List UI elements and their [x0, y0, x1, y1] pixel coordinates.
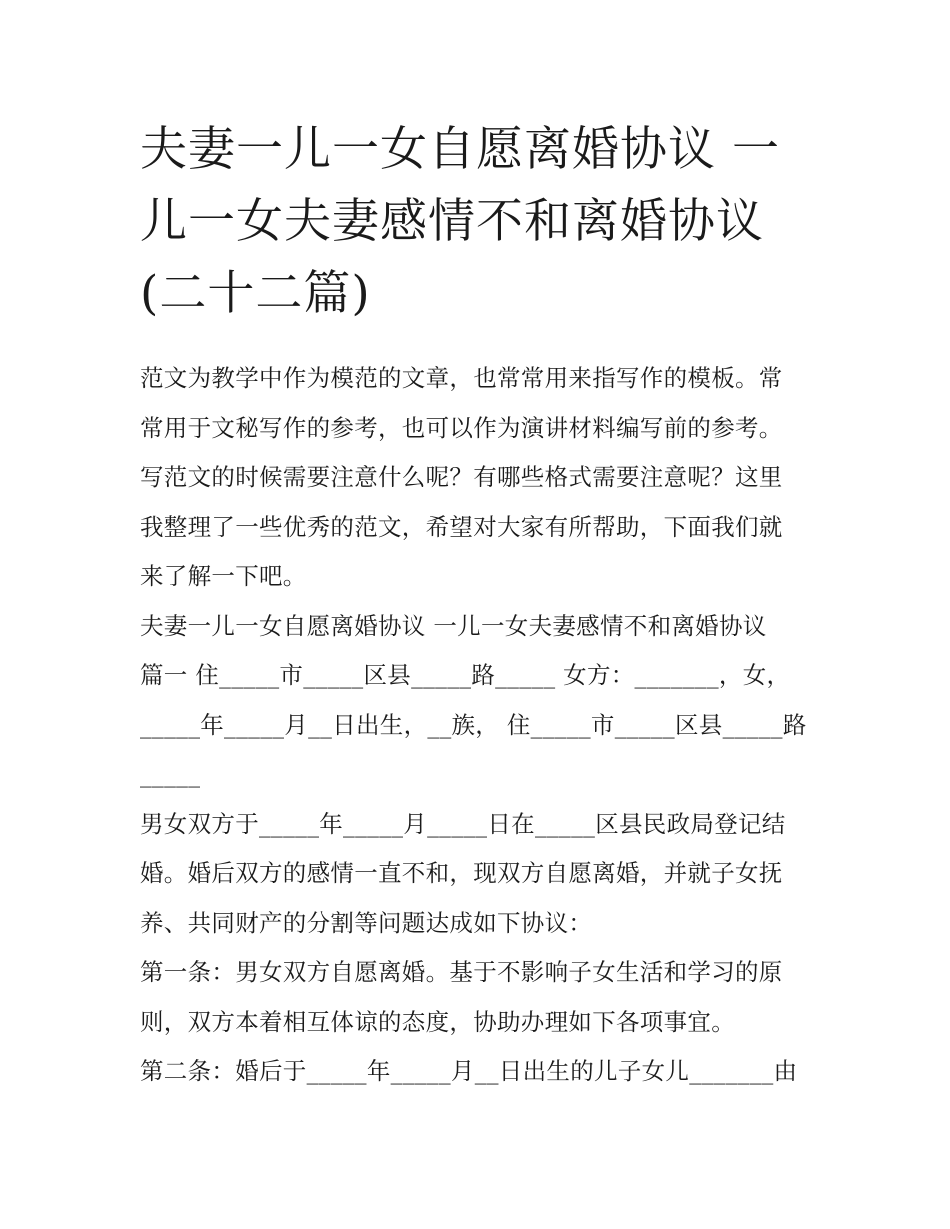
body-line: 常用于文秘写作的参考，也可以作为演讲材料编写前的参考。	[140, 413, 783, 442]
body-line: 篇一 住_____市_____区县_____路_____ 女方：_______，女，	[140, 661, 791, 689]
body-line: 养、共同财产的分割等问题达成如下协议：	[140, 908, 593, 937]
body-line: 第一条：男女双方自愿离婚。基于不影响子女生活和学习的原	[140, 958, 783, 986]
body-line: 来了解一下吧。	[140, 562, 307, 590]
body-line: 婚。婚后双方的感情一直不和，现双方自愿离婚，并就子女抚	[140, 859, 783, 887]
body-line: 男女双方于_____年_____月_____日在_____区县民政局登记结	[140, 809, 786, 838]
body-line: _____	[140, 760, 201, 788]
body-line: 则，双方本着相互体谅的态度，协助办理如下各项事宜。	[140, 1007, 735, 1036]
body-line: 写范文的时候需要注意什么呢？有哪些格式需要注意呢？这里	[140, 463, 783, 491]
document-body	[140, 354, 820, 1097]
body-line: 范文为教学中作为模范的文章，也常常用来指写作的模板。常	[140, 364, 783, 392]
body-line: _____年_____月__日出生，__族， 住_____市_____区县_____路	[140, 710, 807, 739]
title-line-3: (二十二篇)	[140, 266, 371, 321]
body-line: 我整理了一些优秀的范文，希望对大家有所帮助，下面我们就	[140, 512, 783, 541]
document-title	[140, 114, 820, 330]
title-line-2: 儿一女夫妻感情不和离婚协议	[140, 194, 764, 249]
body-line: 第二条：婚后于_____年_____月__日出生的儿子女儿_______由	[140, 1057, 798, 1085]
body-line: 夫妻一儿一女自愿离婚协议 一儿一女夫妻感情不和离婚协议	[140, 611, 767, 640]
title-line-1: 夫妻一儿一女自愿离婚协议 一	[140, 122, 780, 177]
